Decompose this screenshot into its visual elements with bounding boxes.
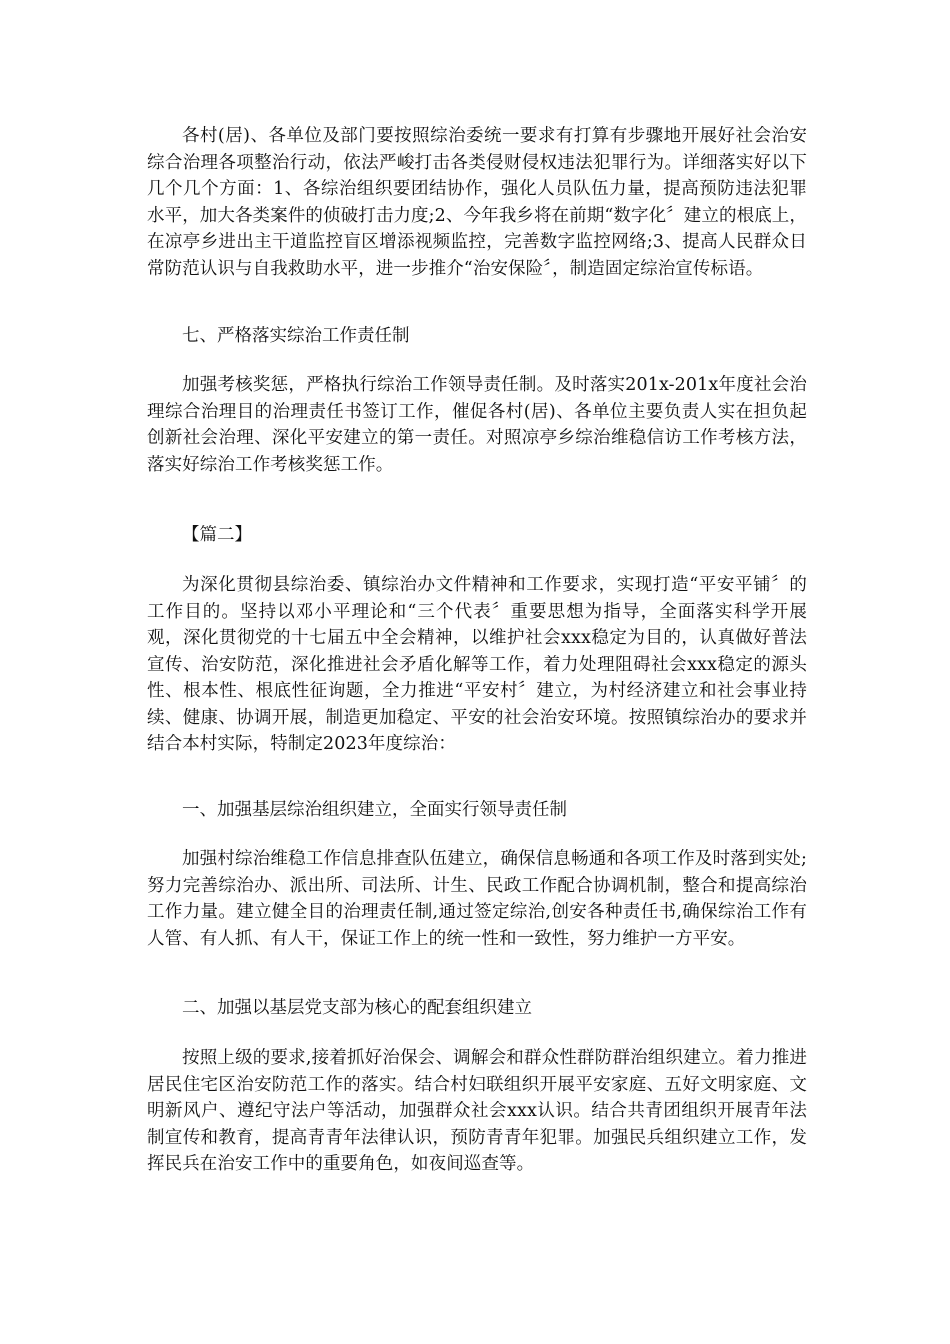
paragraph-assessment-rewards: 加强考核奖惩，严格执行综治工作领导责任制。及时落实201x-201x年度社会治理综合治理目的治理责任书签订工作，催促各村(居)、各单位主要负责人实在担负起创新社会治理、深化平安建立的第一责任。对照凉亭乡综治维稳信访工作考核方法，落实好综治工作考核奖惩工作。 — [147, 375, 807, 475]
section-heading-part-two: 【篇二】 — [182, 525, 252, 545]
paragraph-part-two-intro: 为深化贯彻县综治委、镇综治办文件精神和工作要求，实现打造“平安平铺〞的工作目的。坚持以邓小平理论和“三个代表〞重要思想为指导，全面落实科学开展观，深化贯彻党的十七届五中全会精神，以维护社会xxx稳定为目的，认真做好普法宣传、治安防范，深化推进社会矛盾化解等工作，着力处理阻碍社会xxx稳定的源头性、根本性、根底性征询题，全力推进“平安村〞建立，为村经济建立和社会事业持续、健康、协调开展，制造更加稳定、平安的社会治安环境。按照镇综治办的要求并结合本村实际，特制定2023年度综治： — [147, 575, 807, 754]
section-heading-one: 一、加强基层综治组织建立，全面实行领导责任制 — [182, 800, 567, 820]
paragraph-rectification-actions: 各村(居)、各单位及部门要按照综治委统一要求有打算有步骤地开展好社会治安综合治理各项整治行动，依法严峻打击各类侵财侵权违法犯罪行为。详细落实好以下几个几个方面：1、各综治组织要团结协作，强化人员队伍力量，提高预防违法犯罪水平，加大各类案件的侦破打击力度;2、今年我乡将在前期“数字化〞建立的根底上，在凉亭乡进出主干道监控盲区增添视频监控，完善数字监控网络;3、提高人民群众日常防范认识与自我救助水平，进一步推介“治安保险〞，制造固定综治宣传标语。 — [147, 126, 807, 279]
section-heading-seven: 七、严格落实综治工作责任制 — [182, 326, 410, 346]
paragraph-supporting-organizations: 按照上级的要求,接着抓好治保会、调解会和群众性群防群治组织建立。着力推进居民住宅区治安防范工作的落实。结合村妇联组织开展平安家庭、五好文明家庭、文明新风户、遵纪守法户等活动，加强群众社会xxx认识。结合共青团组织开展青年法制宣传和教育，提高青青年法律认识，预防青青年犯罪。加强民兵组织建立工作，发挥民兵在治安工作中的重要角色，如夜间巡查等。 — [147, 1048, 807, 1174]
paragraph-information-team: 加强村综治维稳工作信息排查队伍建立，确保信息畅通和各项工作及时落到实处;努力完善综治办、派出所、司法所、计生、民政工作配合协调机制，整合和提高综治工作力量。建立健全目的治理责任制,通过签定综治,创安各种责任书,确保综治工作有人管、有人抓、有人干，保证工作上的统一性和一致性，努力维护一方平安。 — [147, 849, 807, 949]
section-heading-two: 二、加强以基层党支部为核心的配套组织建立 — [182, 998, 532, 1018]
